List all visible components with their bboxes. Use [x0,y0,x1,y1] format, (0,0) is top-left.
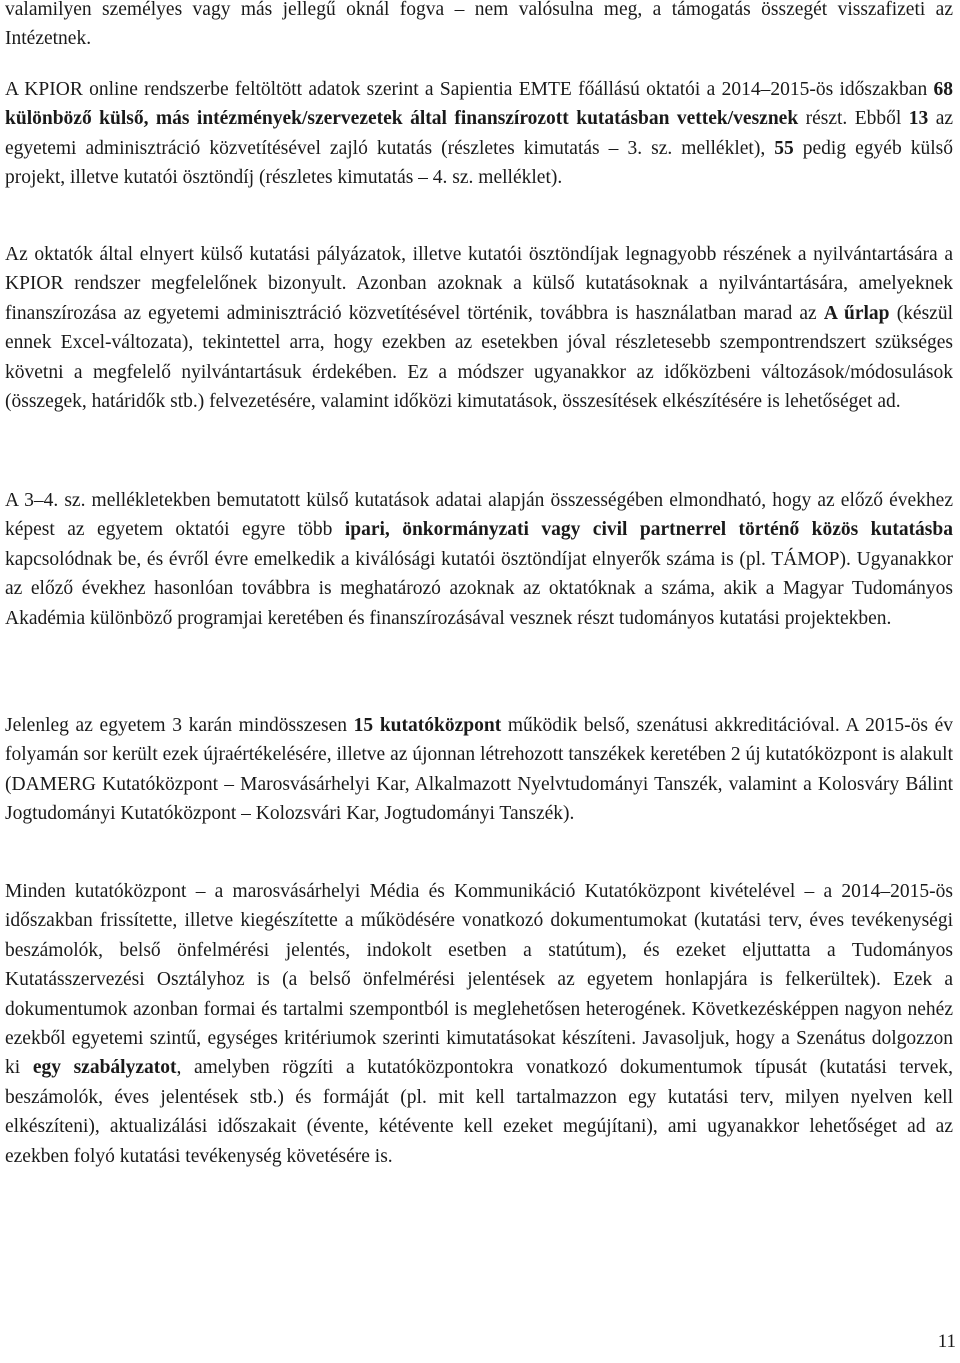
text-run: Jelenleg az egyetem 3 karán mindösszesen [5,715,354,736]
paragraph-4 [5,486,953,633]
paragraph-6 [5,877,953,1171]
text-run: , amelyben rögzíti a kutatóközpontokra vonatkozó dokumentumok típusát (kutatási tervek, beszámolók, éves jelentések stb.) és formáját (pl. mit kell tartalmazzon egy kutatási terv, milyen nyelven kell elkészíteni), aktualizálási időszakait (évente, kétévente kell ezeket megújítani), ami ugyanakkor lehetőséget ad az ezekben folyó kutatási tevékenység követésére is. [5,1057,953,1167]
bold-text-run: 68 különböző külső, más intézmények/szervezetek által finanszírozott kutatásban vettek/vesznek [5,79,953,130]
text-run: A KPIOR online rendszerbe feltöltött adatok szerint a Sapientia EMTE főállású oktatói a 2014–2015-ös időszakban [5,79,934,100]
bold-text-run: 55 [774,137,794,159]
bold-text-run: 15 kutatóközpont [353,715,502,736]
text-run: Minden kutatóközpont – a marosvásárhelyi Média és Kommunikáció Kutatóközpont kivételével – a 2014–2015-ös időszakban frissítette, illetve kiegészítette a működésére vonatkozó dokumentumokat (kutatási terv, éves tevékenységi beszámolók, belső önfelmérési jelentés, indokolt esetben a statútum), és ezeket eljuttatta a Tudományos Kutatásszervezési Osztályhoz is (a belső önfelmérési jelentések az egyetem honlapjára is felkerültek). Ezek a dokumentumok azonban formai és tartalmi szempontból is meglehetősen heterogének. Következésképpen nagyon nehéz ezekből egyetemi szintű, egységes kritériumok szerinti kimutatásokat készíteni. Javasoljuk, hogy a Szenátus dolgozzon ki [5,881,953,1079]
paragraph-3 [5,240,953,416]
bold-text-run: A űrlap [823,302,890,324]
text-run: részt. Ebből [798,108,909,130]
page-number: 11 [937,1331,956,1352]
bold-text-run: ipari, önkormányzati vagy civil partnerrel történő közös kutatásba [344,519,953,541]
paragraph-5 [5,711,953,829]
text-run: A 3–4. sz. mellékletekben bemutatott külső kutatások adatai alapján összességében elmondható, hogy az előző évekhez képest az egyetem oktatói egyre több [5,490,953,541]
text-run: valamilyen személyes vagy más jellegű oknál fogva – nem valósulna meg, a támogatás összegét visszafizeti az Intézetnek. [5,0,953,50]
text-run: működik belső, szenátusi akkreditációval. A 2015-ös év folyamán sor került ezek újraértékelésére, illetve az újonnan létrehozott tanszékek keretében 2 új kutatóközpont is alakult (DAMERG Kutatóközpont – Marosvásárhelyi Kar, Alkalmazott Nyelvtudományi Tanszék, valamint a Kolosváry Bálint Jogtudományi Kutatóközpont – Kolozsvári Kar, Jogtudományi Tanszék). [5,715,953,825]
text-run: az egyetemi adminisztráció közvetítésével zajló kutatás (részletes kimutatás – 3. sz. melléklet), [5,108,954,159]
paragraph-1 [5,0,953,54]
text-run: pedig egyéb külső projekt, illetve kutatói ösztöndíj (részletes kimutatás – 4. sz. melléklet). [5,137,953,189]
paragraph-2 [5,75,953,193]
text-run: (készül ennek Excel-változata), tekintettel arra, hogy ezekben az esetekben jóval részletesebb szempontrendszert szükséges követni a megfelelő nyilvántartásuk érdekében. Ez a módszer ugyanakkor az időközbeni változások/módosulások (összegek, határidők stb.) felvezetésére, valamint időközi kimutatások, összesítések elkészítésére is lehetőséget ad. [5,302,953,413]
text-run: Az oktatók által elnyert külső kutatási pályázatok, illetve kutatói ösztöndíjak legnagyobb részének a nyilvántartására a KPIOR rendszer megfelelőnek bizonyult. Azonban azoknak a külső kutatásoknak a nyilvántartására, amelyeknek finanszírozása az egyetemi adminisztráció közvetítésével történik, továbbra is használatban marad az [5,244,953,324]
text-run: kapcsolódnak be, és évről évre emelkedik a kiválósági kutatói ösztöndíjat elnyerők száma is (pl. TÁMOP). Ugyanakkor az előző évekhez hasonlóan továbbra is meghatározó azoknak az oktatóknak a száma, akik a Magyar Tudományos Akadémia különböző programjai keretében és finanszírozásával vesznek részt tudományos kutatási projektekben. [5,548,953,629]
bold-text-run: egy szabályzatot [32,1057,177,1079]
bold-text-run: 13 [908,108,929,130]
